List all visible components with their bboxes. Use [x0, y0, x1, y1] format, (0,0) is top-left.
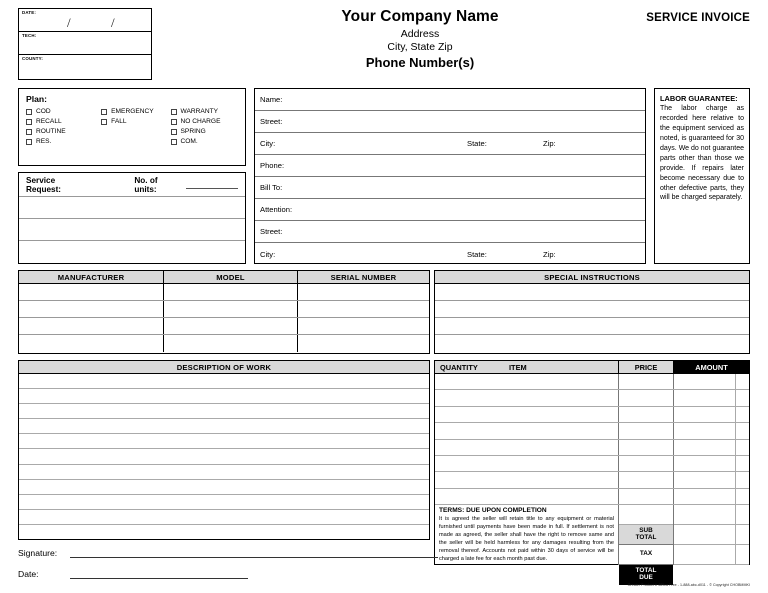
customer-row-bill-to[interactable]: [255, 177, 645, 199]
total-due-text-1: TOTAL: [635, 567, 657, 575]
plan-label: RES.: [36, 138, 52, 145]
tech-row[interactable]: [19, 32, 151, 55]
description-line[interactable]: [19, 495, 429, 510]
special-instructions-line[interactable]: [435, 284, 749, 301]
checkbox-icon: [26, 139, 32, 145]
table-row[interactable]: [19, 335, 429, 352]
field-label: Bill To:: [260, 183, 283, 192]
totals-spacer-value[interactable]: [674, 505, 749, 525]
cell-model[interactable]: [164, 318, 298, 334]
signature-block: [18, 548, 438, 590]
plan-checkbox-routine[interactable]: [26, 128, 101, 135]
checkbox-icon: [26, 109, 32, 115]
cell-serial[interactable]: [298, 301, 429, 317]
table-row[interactable]: [435, 489, 749, 505]
special-instructions-line[interactable]: [435, 301, 749, 318]
cell-price[interactable]: [619, 407, 674, 422]
cell-serial[interactable]: [298, 284, 429, 300]
plan-label: RECALL: [36, 118, 62, 125]
company-block: [250, 8, 590, 70]
cell-price[interactable]: [619, 440, 674, 455]
cell-quantity-item[interactable]: [435, 407, 619, 422]
description-line[interactable]: [19, 389, 429, 404]
table-row[interactable]: [19, 318, 429, 335]
cell-amount[interactable]: [674, 456, 749, 471]
date-label: DATE:: [22, 10, 37, 15]
company-name: Your Company Name: [341, 8, 499, 25]
service-request-line[interactable]: [19, 197, 245, 219]
plan-checkbox-spring[interactable]: [171, 128, 238, 135]
customer-info-box: [254, 88, 646, 264]
table-row[interactable]: [435, 374, 749, 390]
cell-amount[interactable]: [674, 489, 749, 504]
field-label: Name:: [260, 95, 283, 104]
customer-row-name[interactable]: [255, 89, 645, 111]
cell-amount[interactable]: [674, 472, 749, 487]
field-label: Street:: [260, 117, 283, 126]
service-request-line[interactable]: [19, 241, 245, 263]
sub-total-text-1: SUB: [639, 526, 653, 534]
zip-label: Zip:: [543, 249, 556, 259]
customer-row-billing-street[interactable]: [255, 221, 645, 243]
totals-spacer: [619, 505, 673, 525]
date-row[interactable]: [19, 9, 151, 32]
cell-model[interactable]: [164, 284, 298, 300]
special-instructions-line[interactable]: [435, 335, 749, 352]
cell-amount[interactable]: [674, 407, 749, 422]
table-row[interactable]: [435, 472, 749, 488]
cell-manufacturer[interactable]: [19, 284, 164, 300]
plan-label: SPRING: [180, 128, 206, 135]
plan-checkbox-emergency[interactable]: [101, 108, 170, 115]
line-items-header: [435, 361, 749, 374]
equipment-table-header: [19, 271, 429, 284]
labor-guarantee-text: The labor charge as recorded here relative to the equipment serviced as noted, is guaranteed for 30 days. We do not guarantee parts other than those we provide. If repairs later become necessary due to other defective parts, they will be charged separately.: [660, 105, 744, 202]
special-instructions-header: SPECIAL INSTRUCTIONS: [435, 271, 749, 284]
cell-amount[interactable]: [674, 374, 749, 389]
column-header-price: PRICE: [619, 361, 674, 373]
field-label: Attention:: [260, 205, 293, 214]
mid-section: [18, 88, 750, 264]
totals-value-column: [674, 505, 749, 565]
cell-quantity-item[interactable]: [435, 423, 619, 438]
checkbox-icon: [171, 129, 177, 135]
equipment-table: [18, 270, 430, 354]
tax-label: TAX: [619, 545, 673, 565]
description-line[interactable]: [19, 374, 429, 389]
plan-checkbox-com[interactable]: [171, 138, 238, 145]
plan-column-2: [101, 108, 170, 145]
service-request-line[interactable]: [19, 219, 245, 241]
cell-manufacturer[interactable]: [19, 301, 164, 317]
cell-manufacturer[interactable]: [19, 335, 164, 352]
date-tech-county-box: [18, 8, 152, 80]
column-header-model: MODEL: [164, 271, 298, 283]
table-row[interactable]: [435, 423, 749, 439]
table-row[interactable]: [435, 440, 749, 456]
cell-quantity-item[interactable]: [435, 374, 619, 389]
plan-label: ROUTINE: [36, 128, 66, 135]
cell-price[interactable]: [619, 456, 674, 471]
cell-serial[interactable]: [298, 318, 429, 334]
special-instructions-box: [434, 270, 750, 354]
plan-label: COM.: [180, 138, 198, 145]
cell-model[interactable]: [164, 301, 298, 317]
description-line[interactable]: [19, 404, 429, 419]
customer-row-phone[interactable]: [255, 155, 645, 177]
checkbox-icon: [171, 109, 177, 115]
plan-checkbox-warranty[interactable]: [171, 108, 238, 115]
plan-checkbox-recall[interactable]: [26, 118, 101, 125]
service-request-box: [18, 172, 246, 264]
cell-price[interactable]: [619, 390, 674, 405]
date-row-footer: [18, 569, 438, 579]
cell-quantity-item[interactable]: [435, 390, 619, 405]
table-row[interactable]: [435, 456, 749, 472]
state-label: State:: [467, 139, 487, 148]
signature-input[interactable]: [70, 551, 438, 558]
company-phone: Phone Number(s): [365, 55, 475, 70]
checkbox-icon: [171, 119, 177, 125]
cell-amount[interactable]: [674, 423, 749, 438]
checkbox-icon: [171, 139, 177, 145]
service-request-label: Service Request:: [26, 175, 62, 194]
state-label: State:: [467, 249, 487, 259]
date-input[interactable]: [70, 572, 248, 579]
column-header-quantity: QUANTITY: [440, 363, 478, 372]
sub-total-value[interactable]: [674, 525, 749, 545]
cell-amount[interactable]: [674, 390, 749, 405]
date-slash-2: /: [111, 15, 115, 30]
description-of-work-box: [18, 360, 430, 540]
total-due-text-2: DUE: [639, 574, 653, 582]
terms-title: TERMS: DUE UPON COMPLETION: [439, 507, 547, 515]
checkbox-icon: [101, 119, 107, 125]
table-row[interactable]: [435, 390, 749, 406]
date-slash-1: /: [67, 15, 71, 30]
plan-label: NO CHARGE: [180, 118, 221, 125]
plan-label: EMERGENCY: [111, 108, 154, 115]
plan-title: Plan:: [26, 94, 48, 104]
signature-row: [18, 548, 438, 558]
field-label: Street:: [260, 227, 283, 236]
form-header: [0, 0, 768, 84]
invoice-title: SERVICE INVOICE: [646, 12, 750, 24]
copyright-text: Greater Product # 489ca Free - 1-888-abc-d011 - © Copyright CHOBMMKI: [627, 583, 750, 587]
description-line[interactable]: [19, 480, 429, 495]
totals-label-column: [619, 505, 674, 582]
cell-amount[interactable]: [674, 440, 749, 455]
customer-row-street[interactable]: [255, 111, 645, 133]
checkbox-icon: [101, 109, 107, 115]
sub-total-label: [619, 525, 673, 545]
checkbox-icon: [26, 129, 32, 135]
line-items-table: [434, 360, 750, 582]
plan-label: WARRANTY: [180, 108, 219, 115]
description-line[interactable]: [19, 465, 429, 480]
plan-checkbox-fall[interactable]: [101, 118, 170, 125]
field-label: Phone:: [260, 161, 285, 170]
customer-row-attention[interactable]: [255, 199, 645, 221]
cell-quantity-item[interactable]: [435, 456, 619, 471]
customer-row-billing-city-state-zip[interactable]: [255, 243, 645, 265]
column-header-serial-number: SERIAL NUMBER: [330, 273, 397, 282]
cell-price[interactable]: [619, 472, 674, 487]
cell-quantity-item[interactable]: [435, 472, 619, 487]
plan-checkbox-res[interactable]: [26, 138, 101, 145]
units-label: No. of units:: [134, 175, 158, 194]
service-request-header: [19, 173, 245, 197]
special-instructions-line[interactable]: [435, 318, 749, 335]
terms-text: It is agreed the seller will retain title to any equipment or material furnished until payments have been made in full. If settlement is not made as agreed, the seller shall have the right to remove same and the seller will be held harmless for any damages resulting from the removal thereof. Accounts not paid within 30 days of service will be charged a late fee for each month past due.: [439, 516, 614, 563]
description-line[interactable]: [19, 525, 429, 540]
plan-label: COD: [36, 108, 51, 115]
checkbox-icon: [26, 119, 32, 125]
terms-block: [435, 505, 619, 565]
cell-price[interactable]: [619, 423, 674, 438]
zip-label: Zip:: [543, 139, 556, 148]
plan-checkbox-cod[interactable]: [26, 108, 101, 115]
table-row[interactable]: [19, 301, 429, 318]
plan-checkbox-no-charge[interactable]: [171, 118, 238, 125]
units-input[interactable]: [186, 181, 238, 189]
description-line[interactable]: [19, 510, 429, 525]
terms-and-totals-row: [435, 505, 749, 582]
field-label: City:: [260, 139, 276, 148]
description-line[interactable]: [19, 434, 429, 449]
labor-guarantee-title: LABOR GUARANTEE:: [660, 94, 738, 103]
signature-label: Signature:: [18, 548, 58, 558]
cell-quantity-item[interactable]: [435, 489, 619, 504]
tech-label: TECH:: [22, 33, 37, 39]
description-of-work-header: DESCRIPTION OF WORK: [19, 361, 429, 374]
column-header-quantity-item: [435, 361, 619, 373]
plan-grid: [26, 108, 238, 145]
tax-value[interactable]: [674, 545, 749, 565]
cell-manufacturer[interactable]: [19, 318, 164, 334]
cell-model[interactable]: [164, 335, 298, 352]
column-header-manufacturer: MANUFACTURER: [19, 271, 164, 283]
county-row[interactable]: [19, 55, 151, 78]
plan-box: [18, 88, 246, 166]
table-row[interactable]: [19, 284, 429, 301]
company-city-state-zip: City, State Zip: [387, 41, 453, 53]
customer-row-city-state-zip[interactable]: [255, 133, 645, 155]
description-line[interactable]: [19, 449, 429, 464]
sub-total-text-2: TOTAL: [635, 533, 657, 541]
cell-quantity-item[interactable]: [435, 440, 619, 455]
plan-column-1: [26, 108, 101, 145]
field-label: City:: [260, 249, 276, 259]
company-address: Address: [400, 28, 440, 40]
date-label-footer: Date:: [18, 569, 39, 579]
cell-price[interactable]: [619, 489, 674, 504]
county-label: COUNTY:: [22, 56, 44, 62]
plan-label: FALL: [111, 118, 127, 125]
cell-serial[interactable]: [298, 335, 429, 352]
column-header-item: ITEM: [509, 363, 527, 372]
column-header-amount: AMOUNT: [674, 361, 749, 373]
cell-price[interactable]: [619, 374, 674, 389]
plan-column-3: [171, 108, 238, 145]
table-row[interactable]: [435, 407, 749, 423]
description-line[interactable]: [19, 419, 429, 434]
labor-guarantee-box: [654, 88, 750, 264]
